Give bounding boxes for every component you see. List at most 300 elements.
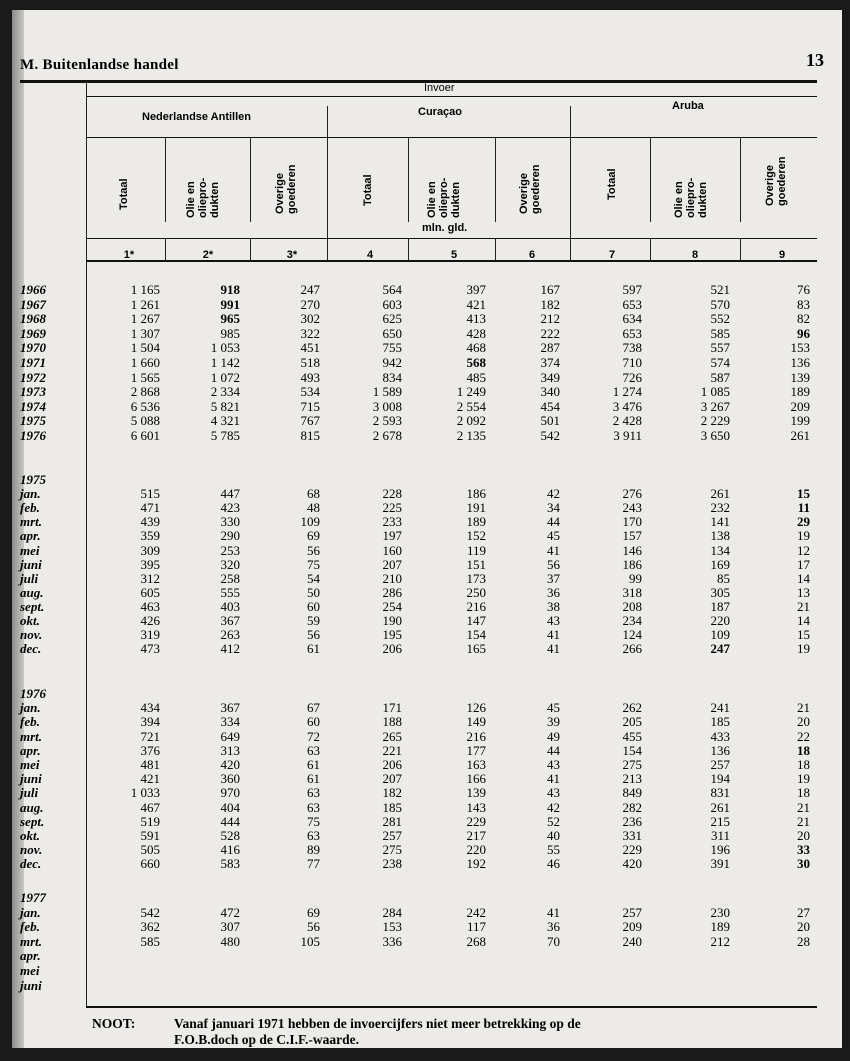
table-cell: 404: [220, 799, 240, 815]
table-cell: 205: [622, 714, 642, 730]
table-cell: 359: [140, 528, 160, 544]
table-cell: 194: [710, 771, 730, 787]
table-cell: 439: [140, 514, 160, 530]
table-cell: 376: [140, 742, 160, 758]
table-cell: 349: [540, 369, 560, 385]
table-cell: 428: [466, 325, 486, 341]
table-cell: 134: [710, 542, 730, 558]
table-cell: 43: [547, 757, 560, 772]
column-header: Totaal: [606, 168, 618, 200]
table-cell: 426: [140, 613, 160, 628]
table-cell: 230: [710, 904, 730, 920]
unit-label: mln. gld.: [422, 222, 468, 234]
table-cell: 362: [140, 919, 160, 935]
table-cell: 767: [300, 413, 320, 429]
col-divider: [250, 138, 251, 222]
table-cell: 186: [622, 556, 642, 572]
table-cell: 281: [382, 813, 402, 829]
top-rule: [20, 80, 817, 83]
table-cell: 171: [382, 700, 402, 716]
table-cell: 234: [622, 613, 642, 628]
column-number: 2*: [202, 249, 214, 261]
table-cell: 585: [140, 933, 160, 949]
table-cell: 41: [547, 641, 560, 657]
col-divider: [495, 239, 496, 260]
table-cell: 322: [300, 325, 320, 341]
table-cell: 413: [466, 311, 486, 327]
table-cell: 397: [466, 282, 486, 297]
column-number: 5: [450, 249, 458, 261]
table-cell: 217: [466, 828, 486, 843]
table-cell: 40: [547, 828, 560, 843]
table-cell: 360: [220, 771, 240, 787]
table-cell: 5 785: [210, 428, 240, 443]
table-cell: 515: [140, 486, 160, 502]
table-cell: 28: [797, 933, 810, 949]
table-cell: 236: [622, 813, 642, 829]
table-cell: 312: [140, 570, 160, 586]
table-cell: 336: [382, 933, 402, 949]
table-cell: 597: [622, 282, 642, 297]
table-cell: 160: [382, 542, 402, 558]
table-cell: 44: [547, 514, 560, 530]
table-cell: 60: [307, 598, 320, 614]
table-cell: 257: [710, 757, 730, 772]
column-header: Olie en oliepro- dukten: [426, 177, 462, 218]
table-cell: 45: [547, 528, 560, 544]
table-cell: 330: [220, 514, 240, 530]
row-label: apr.: [20, 948, 41, 964]
table-cell: 275: [382, 842, 402, 858]
table-cell: 209: [622, 919, 642, 935]
table-left-rule: [86, 83, 87, 1006]
table-cell: 89: [307, 842, 320, 858]
row-label: aug.: [20, 799, 44, 815]
table-cell: 261: [710, 486, 730, 502]
table-cell: 170: [622, 514, 642, 530]
table-cell: 21: [797, 813, 810, 829]
table-cell: 420: [622, 856, 642, 872]
table-cell: 2 092: [456, 413, 486, 429]
table-cell: 195: [382, 627, 402, 643]
footnote-label: NOOT:: [92, 1016, 136, 1031]
table-cell: 650: [382, 325, 402, 341]
table-cell: 493: [300, 369, 320, 385]
document-page: [12, 10, 842, 1048]
table-cell: 434: [140, 700, 160, 716]
table-cell: 318: [622, 584, 642, 600]
table-cell: 3 008: [372, 398, 402, 414]
table-cell: 2 593: [372, 413, 402, 429]
table-cell: 221: [382, 742, 402, 758]
table-cell: 302: [300, 311, 320, 327]
table-cell: 2 428: [612, 413, 642, 429]
table-cell: 232: [710, 500, 730, 516]
table-cell: 43: [547, 613, 560, 628]
table-cell: 473: [140, 641, 160, 657]
table-cell: 59: [307, 613, 320, 628]
table-cell: 243: [622, 500, 642, 516]
table-cell: 367: [220, 700, 240, 716]
table-cell: 261: [710, 799, 730, 815]
table-cell: 38: [547, 598, 560, 614]
table-cell: 395: [140, 556, 160, 572]
table-cell: 154: [466, 627, 486, 643]
table-cell: 265: [382, 728, 402, 744]
table-cell: 136: [790, 355, 810, 370]
row-label: sept.: [20, 598, 45, 614]
table-cell: 33: [797, 842, 810, 858]
table-cell: 56: [307, 919, 320, 935]
page-title: M. Buitenlandse handel: [20, 57, 179, 73]
table-cell: 1 165: [130, 282, 160, 297]
row-label: 1977: [20, 890, 46, 905]
table-cell: 570: [710, 296, 730, 312]
table-cell: 412: [220, 641, 240, 657]
table-cell: 287: [540, 340, 560, 356]
row-label: apr.: [20, 742, 41, 758]
row-label: mei: [20, 963, 40, 978]
table-cell: 1 504: [130, 340, 160, 356]
table-cell: 20: [797, 714, 810, 730]
table-cell: 212: [540, 311, 560, 327]
table-cell: 207: [382, 556, 402, 572]
table-cell: 591: [140, 828, 160, 843]
table-cell: 229: [466, 813, 486, 829]
table-cell: 2 554: [456, 398, 486, 414]
table-cell: 849: [622, 785, 642, 801]
col-divider: [650, 138, 651, 222]
table-cell: 463: [140, 598, 160, 614]
row-label: 1975: [20, 413, 46, 429]
table-cell: 1 249: [456, 384, 486, 400]
table-cell: 290: [220, 528, 240, 544]
table-cell: 61: [307, 641, 320, 657]
row-label: 1966: [20, 282, 46, 297]
table-cell: 1 033: [130, 785, 160, 801]
table-cell: 319: [140, 627, 160, 643]
table-cell: 518: [300, 355, 320, 370]
row-label: 1974: [20, 398, 46, 414]
table-cell: 206: [382, 757, 402, 772]
table-cell: 182: [540, 296, 560, 312]
table-cell: 185: [382, 799, 402, 815]
column-number: 9: [778, 249, 786, 261]
table-cell: 455: [622, 728, 642, 744]
table-cell: 37: [547, 570, 560, 586]
table-cell: 970: [220, 785, 240, 801]
table-cell: 472: [220, 904, 240, 920]
table-cell: 721: [140, 728, 160, 744]
column-number: 8: [691, 249, 699, 261]
row-label: 1971: [20, 355, 46, 370]
table-cell: 52: [547, 813, 560, 829]
table-cell: 44: [547, 742, 560, 758]
table-cell: 6 601: [130, 428, 160, 443]
row-label: nov.: [20, 842, 43, 858]
table-cell: 46: [547, 856, 560, 872]
col-divider: [740, 239, 741, 260]
group-divider-aruba: [570, 106, 571, 260]
table-cell: 284: [382, 904, 402, 920]
table-cell: 124: [622, 627, 642, 643]
table-cell: 225: [382, 500, 402, 516]
table-cell: 41: [547, 627, 560, 643]
table-cell: 213: [622, 771, 642, 787]
table-cell: 270: [300, 296, 320, 312]
row-label: mei: [20, 757, 40, 772]
table-cell: 15: [797, 627, 810, 643]
col-divider: [408, 138, 409, 222]
table-cell: 212: [710, 933, 730, 949]
table-cell: 261: [790, 428, 810, 443]
table-cell: 68: [307, 486, 320, 502]
table-cell: 69: [307, 528, 320, 544]
col-divider: [740, 138, 741, 222]
group-header-curacao: Curaçao: [418, 106, 463, 118]
table-cell: 177: [466, 742, 486, 758]
table-cell: 18: [797, 742, 810, 758]
row-label: 1973: [20, 384, 46, 400]
table-cell: 485: [466, 369, 486, 385]
table-cell: 56: [547, 556, 560, 572]
column-header: Olie en oliepro- dukten: [185, 177, 221, 218]
table-cell: 603: [382, 296, 402, 312]
table-cell: 311: [710, 828, 730, 843]
table-cell: 275: [622, 757, 642, 772]
row-label: jan.: [20, 486, 41, 502]
column-header: Olie en oliepro- dukten: [673, 177, 709, 218]
table-cell: 238: [382, 856, 402, 872]
header-invoer: Invoer: [424, 82, 455, 94]
table-cell: 169: [710, 556, 730, 572]
table-cell: 153: [790, 340, 810, 356]
row-label: mrt.: [20, 514, 43, 530]
table-cell: 189: [790, 384, 810, 400]
row-label: juli: [20, 785, 39, 801]
table-cell: 197: [382, 528, 402, 544]
table-cell: 18: [797, 785, 810, 801]
table-cell: 557: [710, 340, 730, 356]
table-cell: 715: [300, 398, 320, 414]
table-cell: 61: [307, 757, 320, 772]
row-label: dec.: [20, 856, 42, 872]
table-cell: 991: [220, 296, 240, 312]
row-label: 1972: [20, 369, 46, 385]
table-cell: 36: [547, 919, 560, 935]
table-cell: 394: [140, 714, 160, 730]
table-cell: 3 911: [613, 428, 642, 443]
table-cell: 420: [220, 757, 240, 772]
col-divider: [495, 138, 496, 222]
row-label: aug.: [20, 584, 44, 600]
table-cell: 109: [710, 627, 730, 643]
table-cell: 634: [622, 311, 642, 327]
footnote-line2: F.O.B.doch op de C.I.F.-waarde.: [174, 1032, 360, 1047]
group-header-aruba: Aruba: [672, 100, 704, 112]
table-cell: 216: [466, 598, 486, 614]
table-cell: 42: [547, 486, 560, 502]
table-cell: 282: [622, 799, 642, 815]
table-cell: 3 476: [612, 398, 642, 414]
table-cell: 39: [547, 714, 560, 730]
table-cell: 585: [710, 325, 730, 341]
table-cell: 286: [382, 584, 402, 600]
table-cell: 1 261: [130, 296, 160, 312]
table-cell: 187: [710, 598, 730, 614]
table-cell: 416: [220, 842, 240, 858]
row-label: jan.: [20, 700, 41, 716]
table-cell: 266: [622, 641, 642, 657]
table-cell: 154: [622, 742, 642, 758]
table-cell: 391: [710, 856, 730, 872]
table-cell: 63: [307, 828, 320, 843]
table-cell: 2 868: [130, 384, 160, 400]
table-cell: 99: [629, 570, 642, 586]
table-cell: 19: [797, 641, 810, 657]
table-cell: 305: [710, 584, 730, 600]
row-label: okt.: [20, 828, 40, 843]
table-cell: 254: [382, 598, 402, 614]
table-cell: 220: [710, 613, 730, 628]
table-cell: 625: [382, 311, 402, 327]
table-cell: 63: [307, 785, 320, 801]
table-cell: 710: [622, 355, 642, 370]
table-cell: 468: [466, 340, 486, 356]
table-cell: 480: [220, 933, 240, 949]
table-cell: 542: [540, 428, 560, 443]
table-cell: 3 650: [700, 428, 730, 443]
table-cell: 190: [382, 613, 402, 628]
table-cell: 199: [790, 413, 810, 429]
col-divider: [250, 239, 251, 260]
header-rule-invoer: [86, 96, 817, 97]
table-cell: 18: [797, 757, 810, 772]
table-cell: 27: [797, 904, 810, 920]
table-cell: 82: [797, 311, 810, 327]
table-cell: 55: [547, 842, 560, 858]
table-cell: 21: [797, 700, 810, 716]
table-cell: 182: [382, 785, 402, 801]
table-cell: 20: [797, 828, 810, 843]
col-divider: [165, 239, 166, 260]
row-label: nov.: [20, 627, 43, 643]
bottom-rule: [86, 1006, 817, 1008]
table-cell: 587: [710, 369, 730, 385]
row-label: juni: [20, 977, 42, 993]
table-cell: 54: [307, 570, 320, 586]
table-cell: 166: [466, 771, 486, 787]
table-cell: 34: [547, 500, 560, 516]
row-label: dec.: [20, 641, 42, 657]
row-label: feb.: [20, 919, 40, 935]
table-cell: 528: [220, 828, 240, 843]
table-cell: 119: [466, 542, 486, 558]
col-divider: [650, 239, 651, 260]
table-cell: 2 678: [372, 428, 402, 443]
table-cell: 192: [466, 856, 486, 872]
table-cell: 126: [466, 700, 486, 716]
table-cell: 1 565: [130, 369, 160, 385]
table-cell: 423: [220, 500, 240, 516]
table-cell: 141: [710, 514, 730, 530]
column-header: Totaal: [362, 174, 374, 206]
table-cell: 210: [382, 570, 402, 586]
table-cell: 109: [300, 514, 320, 530]
table-cell: 242: [466, 904, 486, 920]
table-cell: 165: [466, 641, 486, 657]
table-cell: 139: [466, 785, 486, 801]
table-cell: 1 660: [130, 355, 160, 370]
table-cell: 262: [622, 700, 642, 716]
table-cell: 726: [622, 369, 642, 385]
table-cell: 552: [710, 311, 730, 327]
table-cell: 29: [797, 514, 810, 530]
table-cell: 186: [466, 486, 486, 502]
table-cell: 19: [797, 528, 810, 544]
table-cell: 63: [307, 799, 320, 815]
table-cell: 15: [797, 486, 810, 502]
table-cell: 42: [547, 799, 560, 815]
row-label: juni: [20, 556, 42, 572]
row-label: mrt.: [20, 728, 43, 744]
table-cell: 173: [466, 570, 486, 586]
table-cell: 188: [382, 714, 402, 730]
table-cell: 3 267: [700, 398, 730, 414]
table-cell: 21: [797, 799, 810, 815]
table-cell: 250: [466, 584, 486, 600]
table-cell: 215: [710, 813, 730, 829]
table-cell: 268: [466, 933, 486, 949]
table-cell: 247: [710, 641, 730, 657]
table-cell: 17: [797, 556, 810, 572]
row-label: 1970: [20, 340, 46, 356]
table-cell: 69: [307, 904, 320, 920]
table-cell: 649: [220, 728, 240, 744]
table-cell: 76: [797, 282, 810, 297]
table-cell: 331: [622, 828, 642, 843]
table-cell: 942: [382, 355, 402, 370]
row-label: 1975: [20, 472, 46, 487]
table-cell: 228: [382, 486, 402, 502]
column-header: Overige goederen: [518, 164, 542, 214]
table-cell: 85: [717, 570, 730, 586]
table-cell: 447: [220, 486, 240, 502]
table-cell: 241: [710, 700, 730, 716]
table-cell: 1 085: [700, 384, 730, 400]
row-label: apr.: [20, 528, 41, 544]
table-cell: 313: [220, 742, 240, 758]
table-cell: 1 307: [130, 325, 160, 341]
table-cell: 72: [307, 728, 320, 744]
table-cell: 307: [220, 919, 240, 935]
table-cell: 77: [307, 856, 320, 872]
table-cell: 49: [547, 728, 560, 744]
table-cell: 48: [307, 500, 320, 516]
table-cell: 583: [220, 856, 240, 872]
table-cell: 14: [797, 570, 810, 586]
table-cell: 36: [547, 584, 560, 600]
table-cell: 5 088: [130, 413, 160, 429]
table-cell: 542: [140, 904, 160, 920]
table-cell: 454: [540, 398, 560, 414]
table-cell: 41: [547, 771, 560, 787]
table-cell: 2 334: [210, 384, 240, 400]
header-rule-unit: [86, 238, 817, 239]
table-cell: 564: [382, 282, 402, 297]
table-cell: 815: [300, 428, 320, 443]
table-cell: 60: [307, 714, 320, 730]
